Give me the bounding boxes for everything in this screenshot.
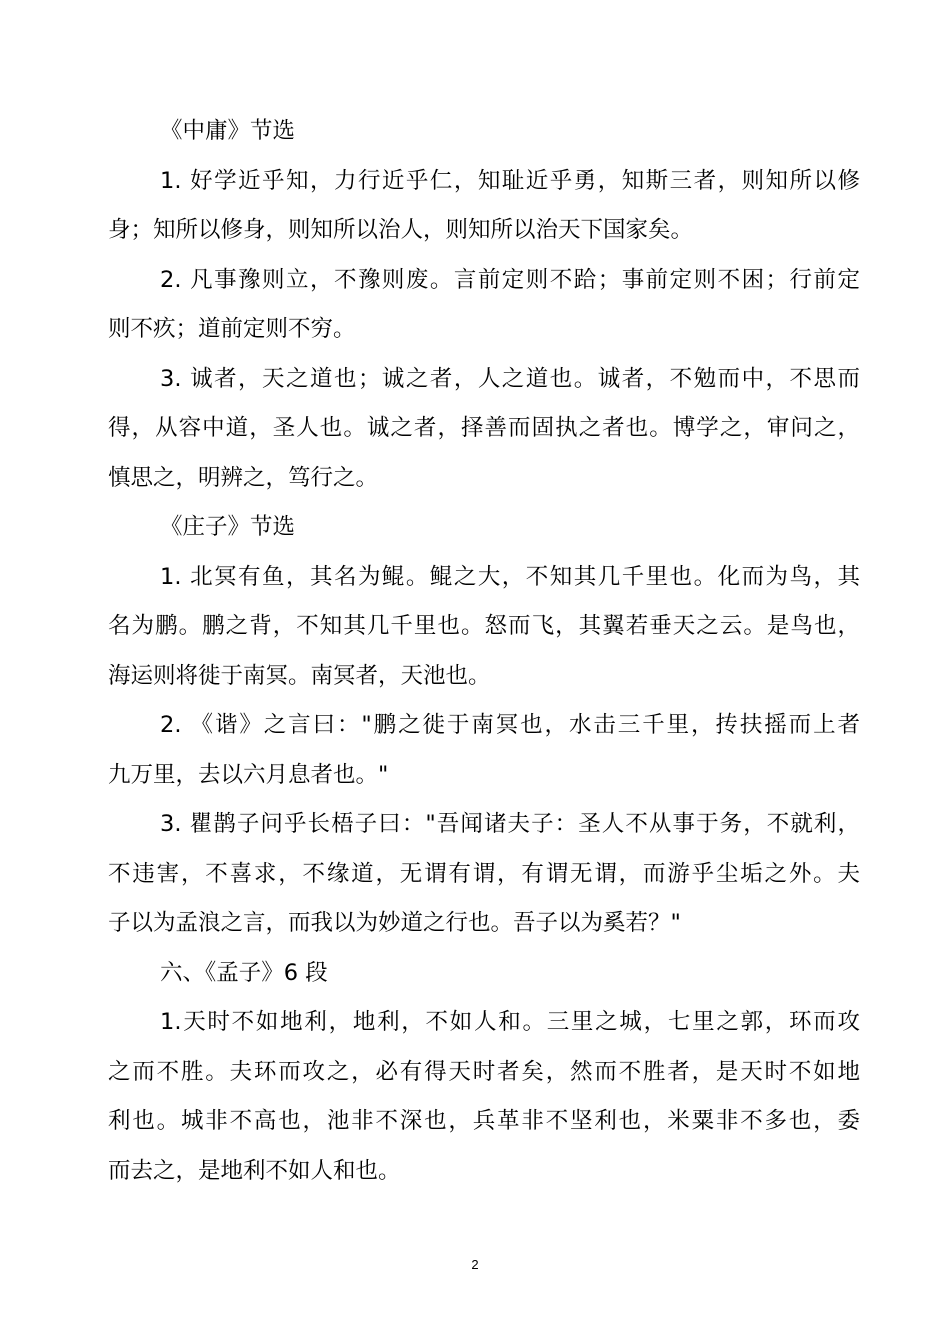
paragraph-line: 九万里，去以六月息者也。" [108, 761, 389, 788]
paragraph-line: 2. 凡事豫则立，不豫则废。言前定则不跲；事前定则不困；行前定 [160, 266, 860, 293]
paragraph-line: 名为鹏。鹏之背，不知其几千里也。怒而飞，其翼若垂天之云。是鸟也， [108, 613, 860, 639]
paragraph-line: 1. 好学近乎知，力行近乎仁，知耻近乎勇，知斯三者，则知所以修 [160, 167, 860, 194]
paragraph-line: 1.天时不如地利，地利，不如人和。三里之城，七里之郭，环而攻 [160, 1009, 860, 1035]
section-heading-zhongyong: 《中庸》节选 [160, 118, 296, 144]
paragraph-line: 身；知所以修身，则知所以治人，则知所以治天下国家矣。 [108, 217, 694, 243]
paragraph-line: 得，从容中道，圣人也。诚之者，择善而固执之者也。博学之，审问之， [108, 415, 860, 441]
paragraph-line: 子以为孟浪之言，而我以为妙道之行也。吾子以为奚若？" [108, 910, 681, 936]
document-body [108, 107, 860, 1196]
paragraph-line: 海运则将徙于南冥。南冥者，天池也。 [108, 662, 491, 689]
paragraph-line: 1. 北冥有鱼，其名为鲲。鲲之大，不知其几千里也。化而为鸟，其 [160, 563, 860, 590]
paragraph-line: 3. 瞿鹊子问乎长梧子曰："吾闻诸夫子：圣人不从事于务，不就利， [160, 811, 860, 837]
paragraph-line: 2. 《谐》之言曰："鹏之徙于南冥也，水击三千里，抟扶摇而上者 [160, 712, 860, 738]
paragraph-line: 利也。城非不高也，池非不深也，兵革非不坚利也，米粟非不多也，委 [108, 1108, 860, 1134]
page-number: 2 [471, 1257, 479, 1272]
paragraph-line: 而去之，是地利不如人和也。 [108, 1157, 401, 1184]
paragraph-line: 慎思之，明辨之，笃行之。 [108, 464, 379, 491]
paragraph-line: 3. 诚者，天之道也；诚之者，人之道也。诚者，不勉而中，不思而 [160, 365, 860, 392]
paragraph-line: 之而不胜。夫环而攻之，必有得天时者矣，然而不胜者，是天时不如地 [108, 1058, 860, 1085]
section-heading-mengzi: 六、《孟子》6 段 [160, 959, 328, 986]
section-heading-zhuangzi: 《庄子》节选 [160, 514, 296, 540]
paragraph-line: 则不疚；道前定则不穷。 [108, 316, 356, 342]
paragraph-line: 不违害，不喜求，不缘道，无谓有谓，有谓无谓，而游乎尘垢之外。夫 [108, 860, 860, 887]
